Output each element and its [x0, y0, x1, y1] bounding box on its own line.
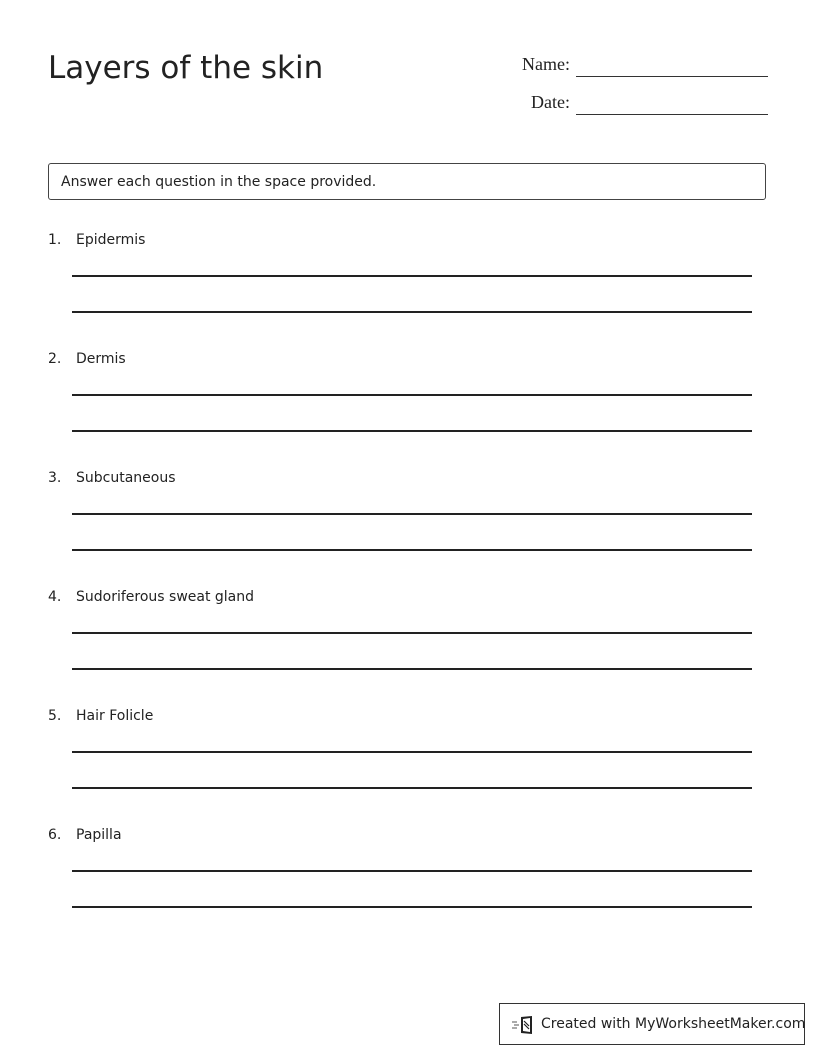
- date-line[interactable]: [576, 114, 768, 115]
- question-text: Epidermis: [76, 232, 146, 248]
- page-title: Layers of the skin: [48, 50, 324, 86]
- answer-line[interactable]: [72, 787, 752, 789]
- date-label: Date:: [531, 92, 570, 112]
- question-text: Sudoriferous sweat gland: [76, 589, 255, 605]
- answer-line[interactable]: [72, 906, 752, 908]
- question-item: [48, 470, 768, 580]
- instructions-box: [48, 163, 766, 200]
- question-item: [48, 351, 768, 461]
- question-number: 1.: [48, 232, 62, 248]
- question-text: Papilla: [76, 827, 122, 843]
- footer-text: Created with MyWorksheetMaker.com: [541, 1016, 806, 1032]
- worksheet-logo-icon: [512, 1015, 534, 1035]
- answer-line[interactable]: [72, 394, 752, 396]
- question-number: 2.: [48, 351, 62, 367]
- answer-line[interactable]: [72, 870, 752, 872]
- question-number: 3.: [48, 470, 62, 486]
- answer-line[interactable]: [72, 275, 752, 277]
- answer-line[interactable]: [72, 751, 752, 753]
- answer-line[interactable]: [72, 430, 752, 432]
- question-number: 4.: [48, 589, 62, 605]
- instructions-text: Answer each question in the space provided.: [61, 174, 377, 190]
- answer-line[interactable]: [72, 311, 752, 313]
- answer-line[interactable]: [72, 668, 752, 670]
- date-field: [500, 91, 768, 115]
- footer-credit[interactable]: [499, 1003, 805, 1045]
- answer-line[interactable]: [72, 632, 752, 634]
- question-item: [48, 232, 768, 342]
- question-text: Hair Folicle: [76, 708, 154, 724]
- question-item: [48, 708, 768, 818]
- question-item: [48, 589, 768, 699]
- name-field: [500, 53, 768, 77]
- answer-line[interactable]: [72, 513, 752, 515]
- name-label: Name:: [522, 54, 570, 74]
- question-number: 6.: [48, 827, 62, 843]
- question-item: [48, 827, 768, 937]
- question-number: 5.: [48, 708, 62, 724]
- name-line[interactable]: [576, 76, 768, 77]
- question-text: Dermis: [76, 351, 126, 367]
- question-text: Subcutaneous: [76, 470, 176, 486]
- answer-line[interactable]: [72, 549, 752, 551]
